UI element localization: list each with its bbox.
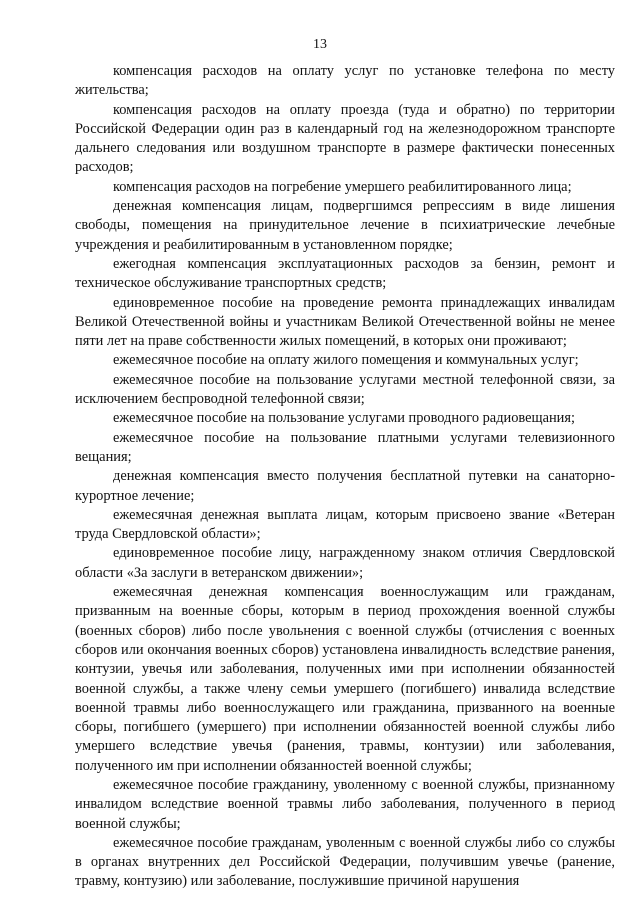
paragraph: ежемесячная денежная выплата лицам, которым присвоено звание «Ветеран труда Свердловской области»;: [75, 506, 615, 543]
document-body: [75, 62, 615, 892]
paragraph: ежемесячное пособие на пользование платными услугами телевизионного вещания;: [75, 429, 615, 465]
paragraph: денежная компенсация лицам, подвергшимся репрессиям в виде лишения свободы, помещения на принудительное лечение в психиатрические лечебные учреждения и реабилитированным в установленном порядке;: [75, 198, 615, 253]
paragraph: ежемесячное пособие на оплату жилого помещения и коммунальных услуг;: [113, 352, 579, 369]
paragraph: ежемесячное пособие гражданам, уволенным с военной службы либо со службы в органах внутренних дел Российской Федерации, получившим увечье (ранение, травму, контузию) или заболевание, послужившие причиной нарушения: [75, 834, 615, 890]
paragraph: ежемесячное пособие гражданину, уволенному с военной службы, признанному инвалидом вследствие военной травмы либо заболевания, полученного в период военной службы;: [75, 776, 615, 832]
paragraph: единовременное пособие лицу, награжденному знаком отличия Свердловской области «За заслуги в ветеранском движении»;: [75, 545, 615, 581]
paragraph: компенсация расходов на оплату проезда (туда и обратно) по территории Российской Федерации один раз в календарный год на железнодорожном транспорте дальнего следования или воздушном транспорте в размере фактически понесенных расходов;: [75, 101, 615, 176]
paragraph: ежегодная компенсация эксплуатационных расходов за бензин, ремонт и техническое обслуживание транспортных средств;: [75, 255, 615, 292]
paragraph: ежемесячная денежная компенсация военнослужащим или гражданам, призванным на военные сборы, которым в период прохождения военной службы (военных сборов) либо после увольнения с военной службы (отчисления с военных сборов или окончания военных сборов) установлена инвалидность вследствие ранения, контузии, увечья или заболевания, полученных ими при исполнении обязанностей военной службы, а также члену семьи умершего (погибшего) инвалида вследствие военной травмы либо военнослужащего или гражданина, призванного на военные сборы, погибшего (умершего) при исполнении обязанностей военной службы либо умершего вследствие увечья (ранения, травмы, контузии) или заболевания, полученного им при исполнении обязанностей военной службы;: [75, 584, 615, 774]
paragraph: ежемесячное пособие на пользование услугами проводного радиовещания;: [113, 410, 576, 427]
paragraph: единовременное пособие на проведение ремонта принадлежащих инвалидам Великой Отечественной войны и участникам Великой Отечественной войны не менее пяти лет на праве собственности жилых помещений, в которых они проживают;: [75, 294, 615, 350]
paragraph: компенсация расходов на оплату услуг по установке телефона по месту жительства;: [75, 63, 615, 99]
paragraph: компенсация расходов на погребение умершего реабилитированного лица;: [113, 178, 572, 195]
paragraph: ежемесячное пособие на пользование услугами местной телефонной связи, за исключением беспроводной телефонной связи;: [75, 371, 615, 408]
page-number: 13: [313, 37, 327, 52]
paragraph: денежная компенсация вместо получения бесплатной путевки на санаторно-курортное лечение;: [75, 468, 615, 504]
